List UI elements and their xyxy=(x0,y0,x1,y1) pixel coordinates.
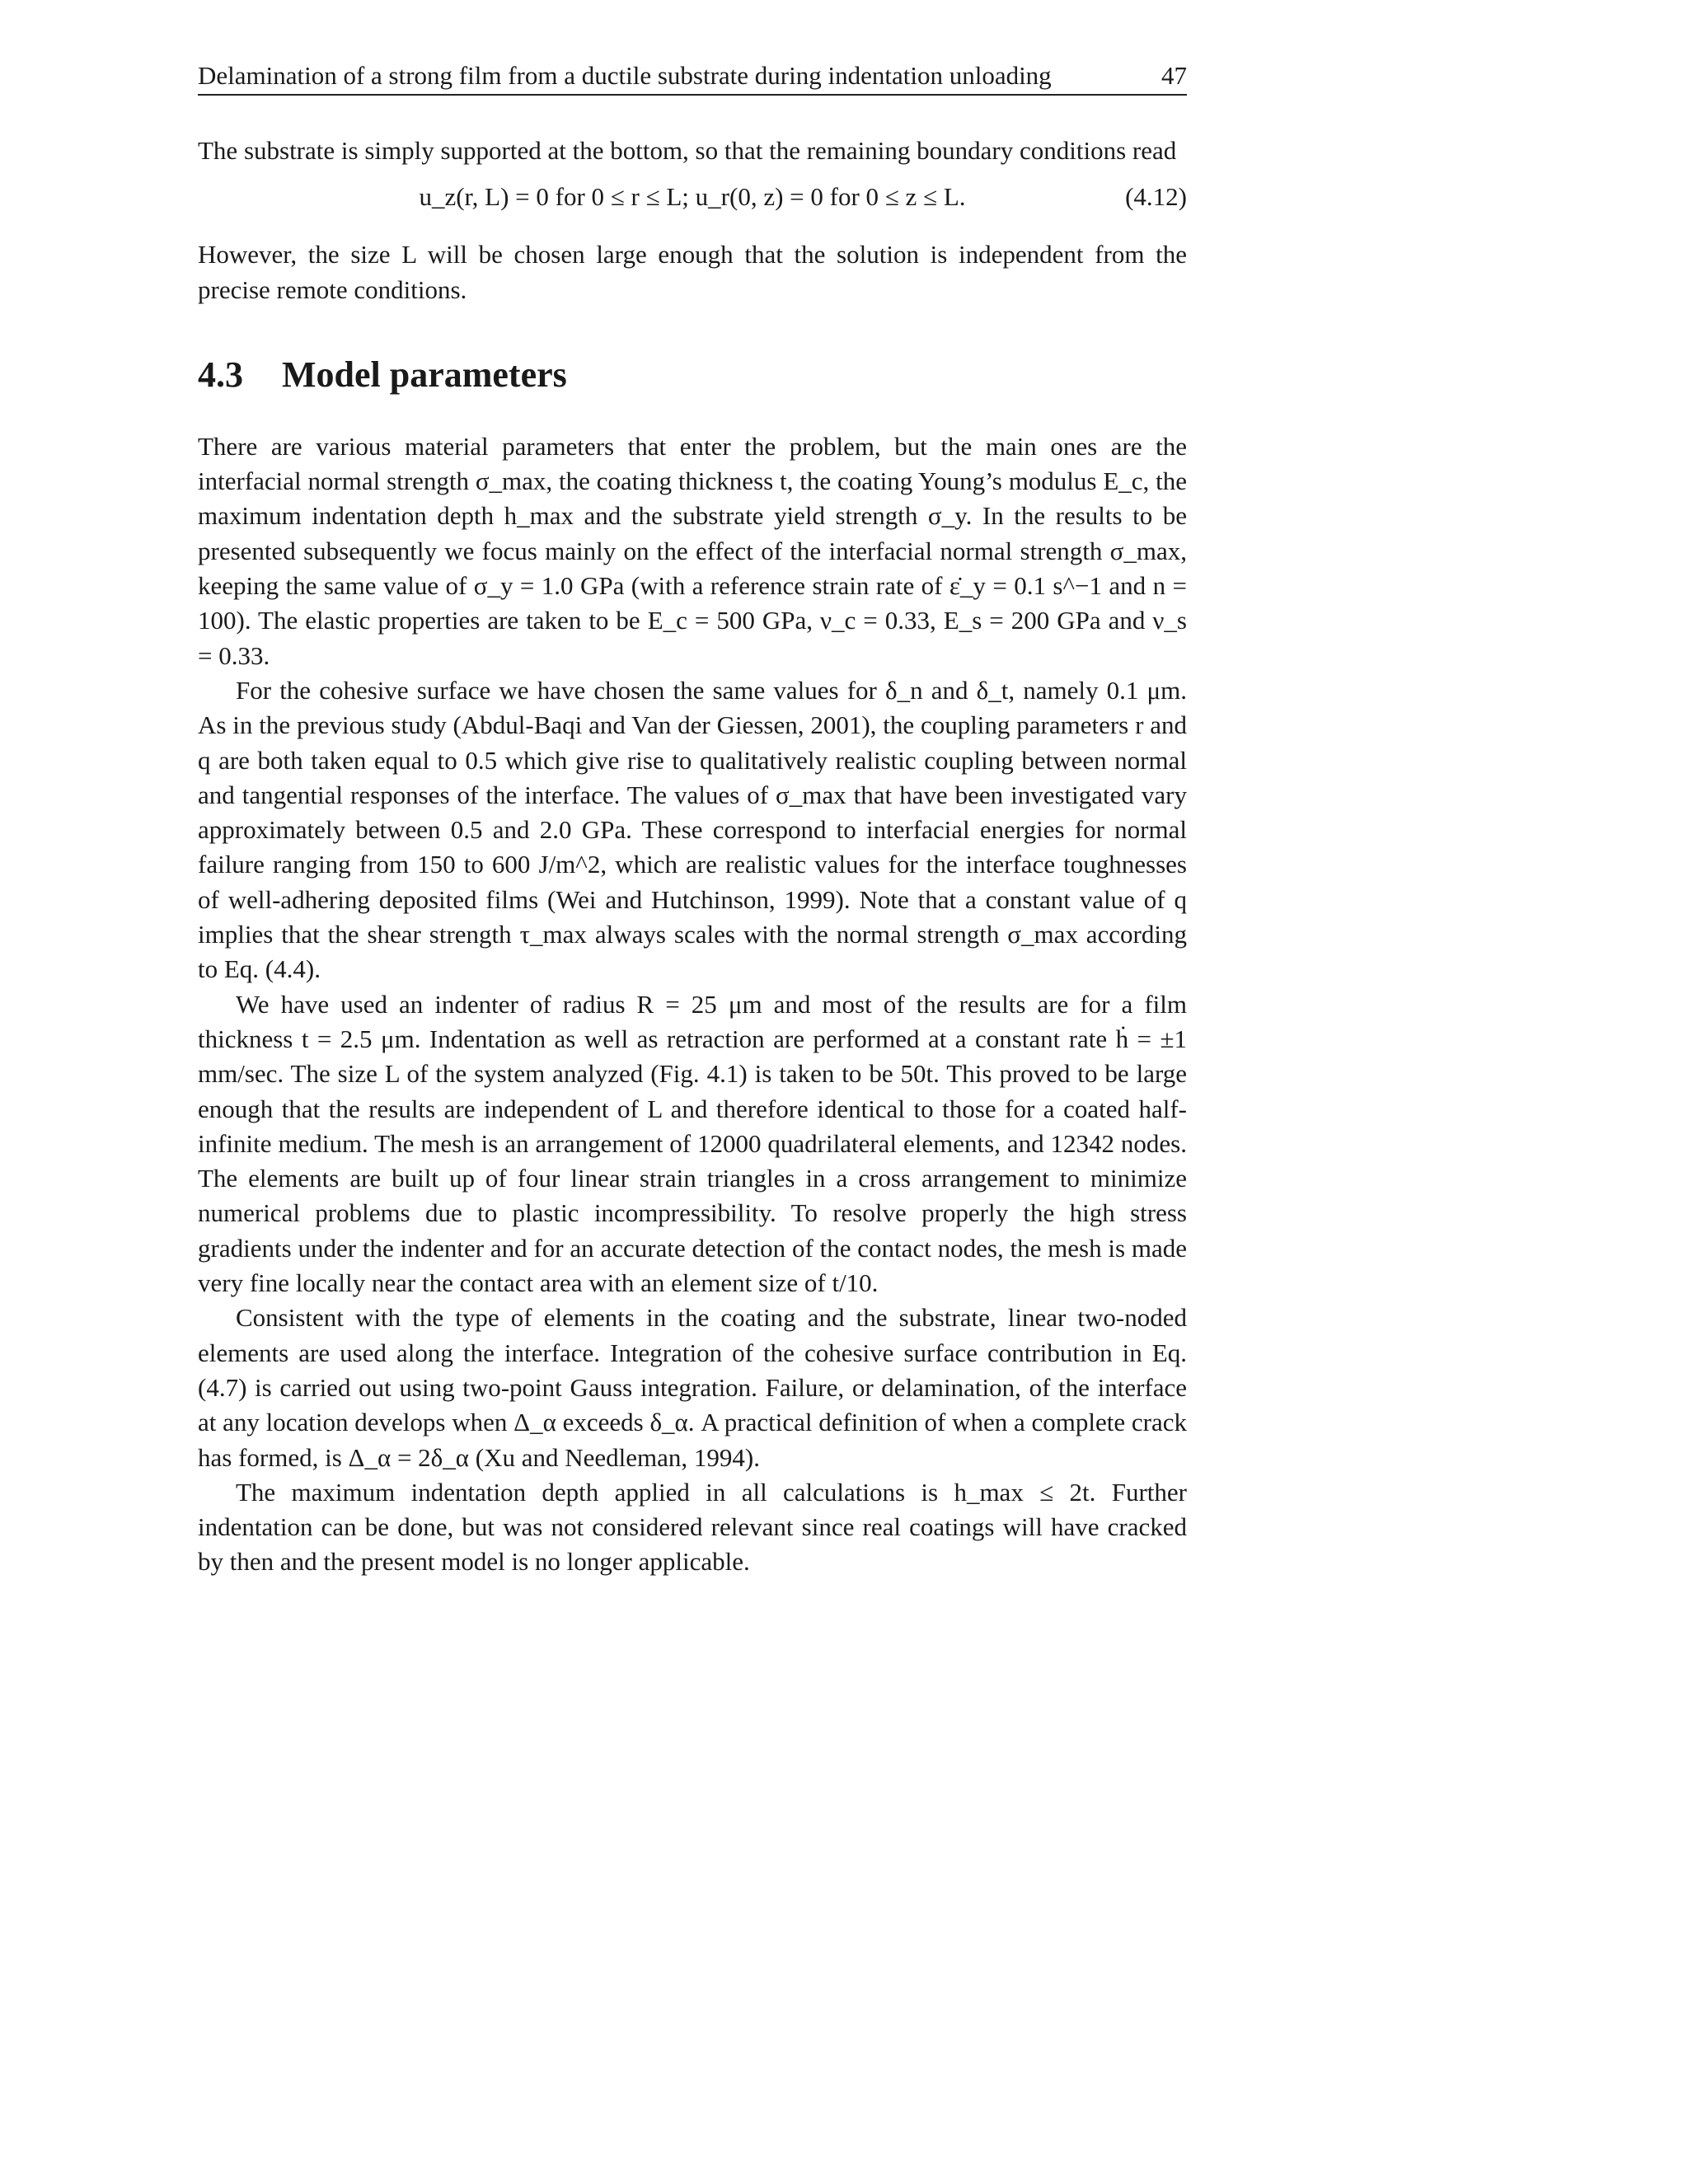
body-paragraph: We have used an indenter of radius R = 25 μm and most of the results are for a film thickness t = 2.5 μm. Indentation as well as retraction are performed at a constant rate ḣ = ±1 mm/sec. The size L of the system analyzed (Fig. 4.1) is taken to be 50t. This proved to be large enough that the results are independent of L and therefore identical to those for a coated half-infinite medium. The mesh is an arrangement of 12000 quadrilateral elements, and 12342 nodes. The elements are built up of four linear strain triangles in a cross arrangement to minimize numerical problems due to plastic incompressibility. To resolve properly the high stress gradients under the indenter and for an accurate detection of the contact nodes, the mesh is made very fine locally near the contact area with an element size of t/10. xyxy=(198,989,1187,1298)
equation-body: u_z(r, L) = 0 for 0 ≤ r ≤ L; u_r(0, z) = 0 for 0 ≤ z ≤ L. xyxy=(419,182,966,212)
running-header xyxy=(198,58,1187,96)
after-equation-paragraph: However, the size L will be chosen large enough that the solution is independent from the precise remote conditions. xyxy=(198,240,1187,304)
page-body xyxy=(198,134,1187,1580)
body-paragraph: There are various material parameters that enter the problem, but the main ones are the interfacial normal strength σ_max, the coating thickness t, the coating Young’s modulus E_c, the maximum indentation depth h_max and the substrate yield strength σ_y. In the results to be presented subsequently we focus mainly on the effect of the interfacial normal strength σ_max, keeping the same value of σ_y = 1.0 GPa (with a reference strain rate of ε̇_y = 0.1 s^−1 and n = 100). The elastic properties are taken to be E_c = 500 GPa, ν_c = 0.33, E_s = 200 GPa and ν_s = 0.33. xyxy=(198,431,1187,670)
equation-4-12 xyxy=(198,180,1187,227)
intro-paragraph: The substrate is simply supported at the bottom, so that the remaining boundary conditions read xyxy=(198,136,1177,165)
section-title: Model parameters xyxy=(282,354,567,395)
section-heading xyxy=(198,352,1187,398)
running-title: Delamination of a strong film from a ductile substrate during indentation unloading xyxy=(198,61,1052,90)
body-paragraph: Consistent with the type of elements in the coating and the substrate, linear two-noded elements are used along the interface. Integration of the cohesive surface contribution in Eq. (4.7) is carried out using two-point Gauss integration. Failure, or delamination, of the interface at any location develops when Δ_α exceeds δ_α. A practical definition of when a complete crack has formed, is Δ_α = 2δ_α (Xu and Needleman, 1994). xyxy=(198,1303,1187,1472)
body-paragraph: For the cohesive surface we have chosen the same values for δ_n and δ_t, namely 0.1 μm. As in the previous study (Abdul-Baqi and Van der Giessen, 2001), the coupling parameters r and q are both taken equal to 0.5 which give rise to qualitatively realistic coupling between normal and tangential responses of the interface. The values of σ_max that have been investigated vary approximately between 0.5 and 2.0 GPa. These correspond to interfacial energies for normal failure ranging from 150 to 600 J/m^2, which are realistic values for the interface toughnesses of well-adhering deposited films (Wei and Hutchinson, 1999). Note that a constant value of q implies that the shear strength τ_max always scales with the normal strength σ_max according to Eq. (4.4). xyxy=(198,675,1187,984)
section-number: 4.3 xyxy=(198,354,243,395)
equation-number: (4.12) xyxy=(1125,182,1187,212)
body-paragraph: The maximum indentation depth applied in all calculations is h_max ≤ 2t. Further indentation can be done, but was not considered relevant since real coatings will have cracked by then and the present model is no longer applicable. xyxy=(198,1477,1187,1577)
page-number: 47 xyxy=(1161,61,1187,90)
